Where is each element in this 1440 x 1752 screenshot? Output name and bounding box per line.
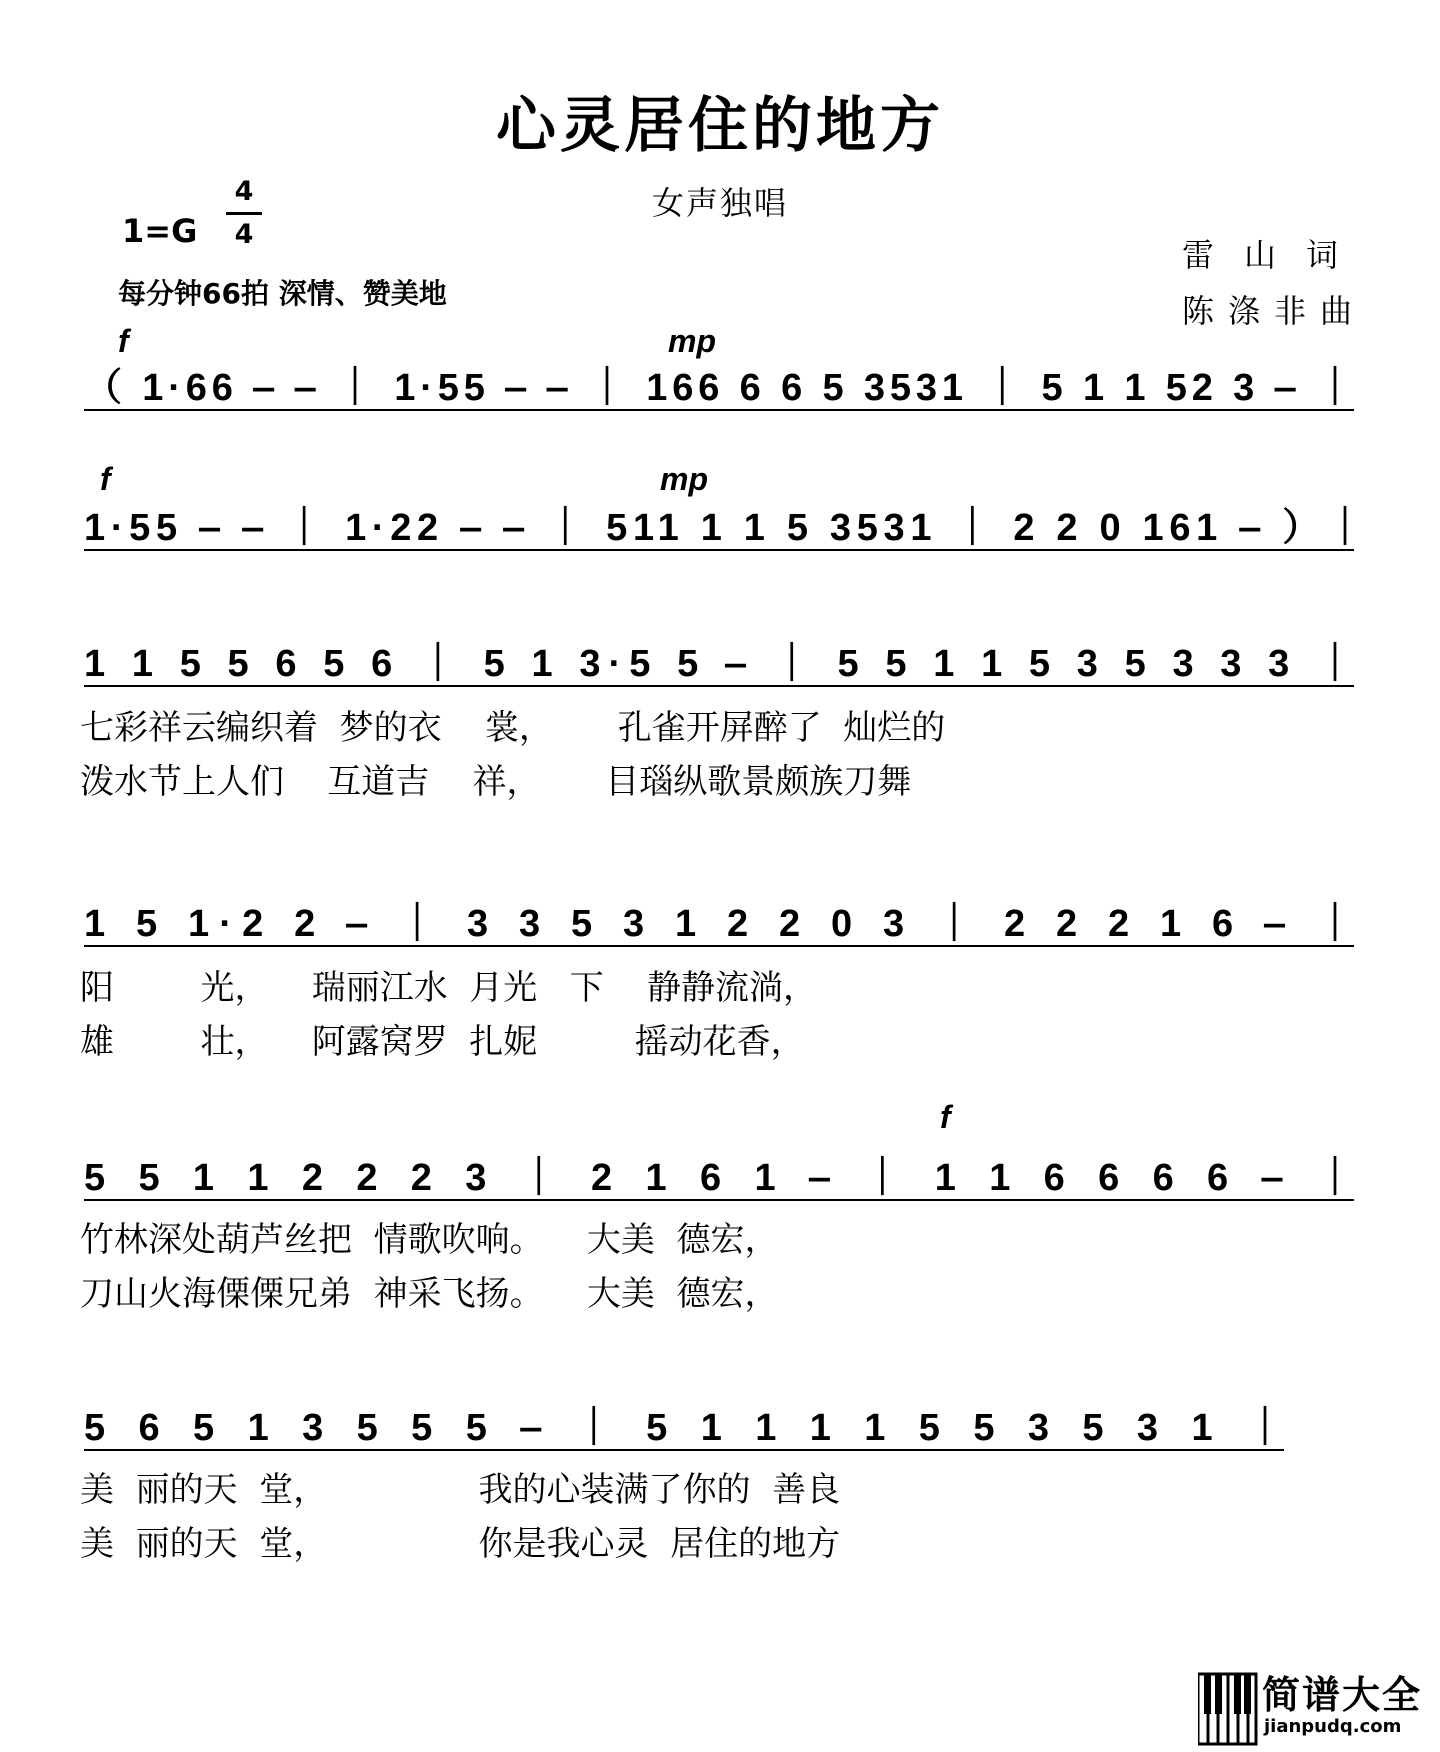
tempo-marking: 每分钟66拍 深情、赞美地 [118, 277, 447, 310]
music-row-4: 1 5 1·2 2 ‒ ｜ 3 3 5 3 1 2 2 0 3 ｜ 2 2 2 1 6 ‒ ｜ [84, 903, 1354, 945]
dynamic-mark-4: mp [660, 461, 708, 497]
music-row-1: （ 1·66 ‒ ‒ ｜ 1·55 ‒ ‒ ｜ 166 6 6 5 3531 ｜ 5 1 1 52 3 ‒ ｜ [84, 367, 1354, 409]
music-row-6: 5 6 5 1 3 5 5 5 ‒ ｜ 5 1 1 1 1 5 5 3 5 3 1 ｜ [84, 1407, 1284, 1449]
music-row-5: 5 5 1 1 2 2 2 3 ｜ 2 1 6 1 ‒ ｜ 1 1 6 6 6 6 ‒ ｜ [84, 1157, 1355, 1199]
watermark-url: jianpudq.com [1264, 1716, 1402, 1737]
time-signature-bottom: 4 [234, 219, 254, 250]
lyrics-row-3-verse-2: 刀山火海傈傈兄弟 神采飞扬。 大美 德宏， [80, 1274, 779, 1314]
dynamic-mark-5: f [940, 1099, 951, 1135]
lyricist-credit: 雷山词 [1182, 236, 1369, 274]
dynamic-mark-1: f [118, 323, 129, 359]
dynamic-mark-2: mp [668, 323, 716, 359]
song-title: 心灵居住的地方 [496, 91, 944, 161]
lyrics-row-2-verse-2: 雄 壮， 阿露窝罗 扎妮 摇动花香， [80, 1022, 805, 1062]
music-row-3: 1 1 5 5 6 5 6 ｜ 5 1 3·5 5 ‒ ｜ 5 5 1 1 5 3 5 3 3 3 ｜ [84, 643, 1354, 685]
music-row-2: 1·55 ‒ ‒ ｜ 1·22 ‒ ‒ ｜ 511 1 1 5 3531 ｜ 2 2 0 161 ‒ ）｜ [84, 507, 1364, 549]
lyrics-row-4-verse-1: 美 丽的天 堂， 我的心装满了你的 善良 [80, 1470, 841, 1510]
lyrics-row-4-verse-2: 美 丽的天 堂， 你是我心灵 居住的地方 [80, 1524, 841, 1564]
time-signature-top: 4 [234, 176, 254, 207]
performance-type: 女声独唱 [651, 184, 788, 222]
lyrics-row-3-verse-1: 竹林深处葫芦丝把 情歌吹响。 大美 德宏， [80, 1220, 779, 1260]
composer-credit: 陈涤非曲 [1182, 292, 1367, 330]
key-signature: 1=G [122, 212, 198, 250]
lyrics-row-1-verse-2: 泼水节上人们 互道吉 祥， 目瑙纵歌景颇族刀舞 [80, 762, 912, 802]
lyrics-row-2-verse-1: 阳 光， 瑞丽江水 月光 下 静静流淌， [80, 968, 817, 1008]
watermark-name: 简谱大全 [1262, 1673, 1423, 1717]
dynamic-mark-3: f [100, 461, 111, 497]
lyrics-row-1-verse-1: 七彩祥云编织着 梦的衣 裳， 孔雀开屏醉了 灿烂的 [80, 708, 946, 748]
